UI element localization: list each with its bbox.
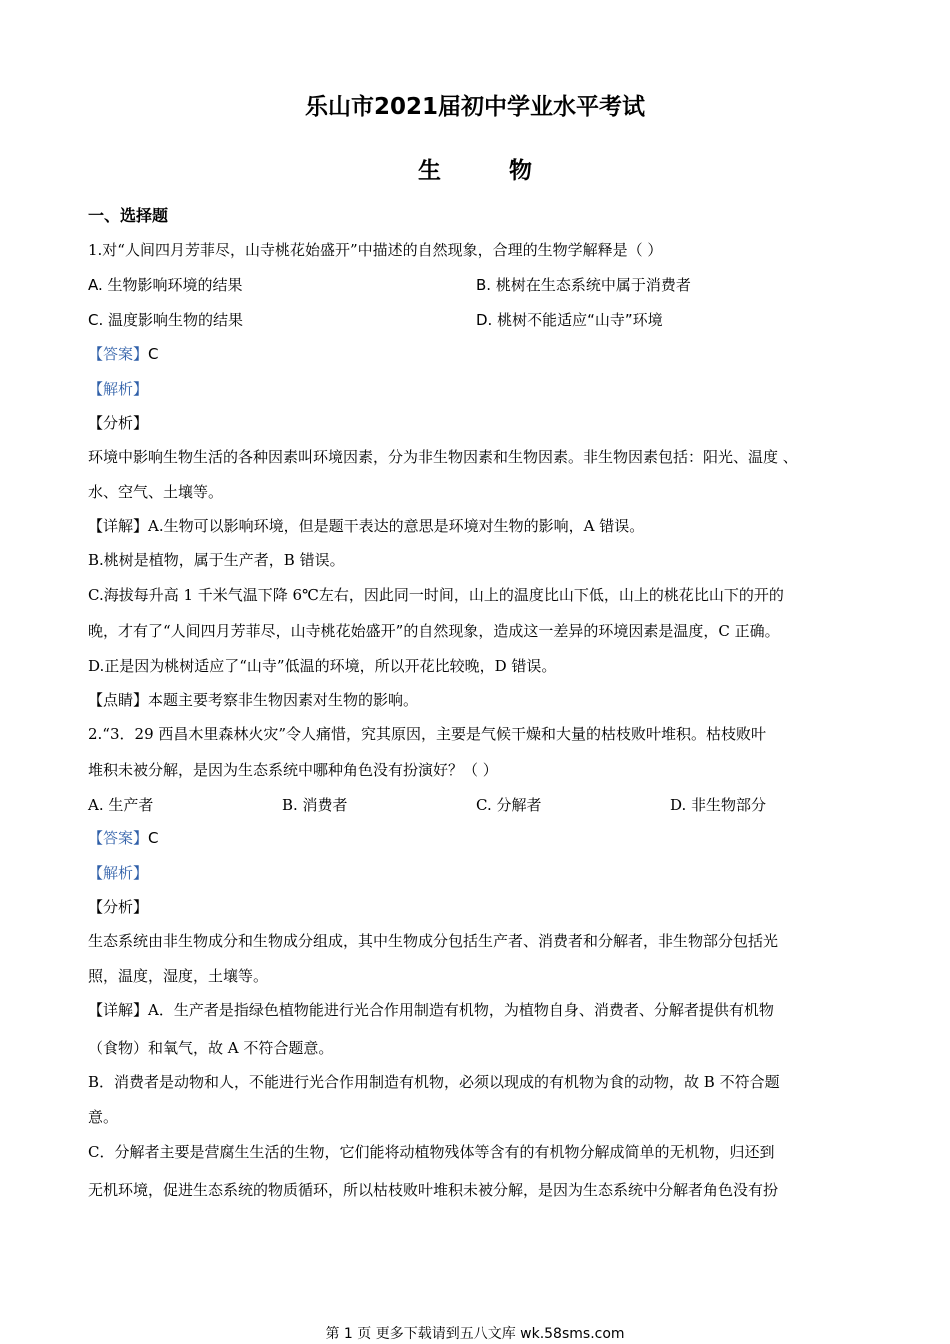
page-subtitle: 生 物 xyxy=(417,158,562,184)
q2-detail-6: 无机环境，促进生态系统的物质循环，所以枯枝败叶堆积未被分解，是因为生态系统中分解者角色没有扮 xyxy=(88,1181,779,1199)
q1-stem: 1.对“人间四月芳菲尽，山寺桃花始盛开”中描述的自然现象，合理的生物学解释是（ ） xyxy=(88,241,663,259)
q1-option-a: A. 生物影响环境的结果 xyxy=(88,276,243,294)
q2-stem-1: 2.“3．29 西昌木里森林火灾”令人痛惜，究其原因，主要是气候干燥和大量的枯枝败叶堆积。枯枝败叶 xyxy=(88,725,767,743)
q1-analysis-text-1: 环境中影响生物生活的各种因素叫环境因素，分为非生物因素和生物因素。非生物因素包括：阳光、温度 、 xyxy=(88,448,798,466)
answer-tag: 【答案】 xyxy=(88,345,149,363)
q1-detail-5: D.正是因为桃树适应了“山寺”低温的环境，所以开花比较晚，D 错误。 xyxy=(88,657,557,675)
q1-fenxi-tag: 【分析】 xyxy=(88,414,149,432)
q2-analysis-tag: 【解析】 xyxy=(88,864,149,882)
q1-detail-1: 【详解】A.生物可以影响环境，但是题干表达的意思是环境对生物的影响，A 错误。 xyxy=(88,517,645,535)
q2-option-a: A. 生产者 xyxy=(88,796,154,814)
q2-option-c: C. 分解者 xyxy=(476,796,542,814)
page-footer: 第 1 页 更多下载请到五八文库 wk.58sms.com xyxy=(325,1326,625,1342)
q1-option-c: C. 温度影响生物的结果 xyxy=(88,311,244,329)
q2-option-b: B. 消费者 xyxy=(282,796,348,814)
q1-detail-4: 晚，才有了“人间四月芳菲尽，山寺桃花始盛开”的自然现象，造成这一差异的环境因素是温度，C 正确。 xyxy=(88,622,780,640)
q2-detail-5: C．分解者主要是营腐生生活的生物，它们能将动植物残体等含有的有机物分解成简单的无机物，归还到 xyxy=(88,1143,775,1161)
q2-answer xyxy=(88,828,868,848)
q2-analysis-text-1: 生态系统由非生物成分和生物成分组成，其中生物成分包括生产者、消费者和分解者，非生物部分包括光 xyxy=(88,932,779,950)
q1-option-b: B. 桃树在生态系统中属于消费者 xyxy=(476,276,691,294)
q2-option-d: D. 非生物部分 xyxy=(670,796,767,814)
q1-detail-3: C.海拔每升高 1 千米气温下降 6℃左右，因此同一时间，山上的温度比山下低，山上的桃花比山下的开的 xyxy=(88,586,784,604)
q2-detail-2: （食物）和氧气，故 A 不符合题意。 xyxy=(88,1039,334,1057)
q1-dianjing: 【点睛】本题主要考察非生物因素对生物的影响。 xyxy=(88,691,419,709)
answer-value: C xyxy=(148,829,159,847)
page-title: 乐山市2021届初中学业水平考试 xyxy=(304,94,645,120)
q1-answer xyxy=(88,344,868,364)
q1-option-d: D. 桃树不能适应“山寺”环境 xyxy=(476,311,663,329)
q2-detail-4: 意。 xyxy=(88,1108,119,1126)
q1-detail-2: B.桃树是植物，属于生产者，B 错误。 xyxy=(88,551,345,569)
q1-analysis-text-2: 水、空气、土壤等。 xyxy=(88,483,224,501)
q2-fenxi-tag: 【分析】 xyxy=(88,898,149,916)
q2-detail-3: B．消费者是动物和人，不能进行光合作用制造有机物，必须以现成的有机物为食的动物，故 B 不符合题 xyxy=(88,1073,780,1091)
q1-analysis-tag: 【解析】 xyxy=(88,380,149,398)
q2-stem-2: 堆积未被分解，是因为生态系统中哪种角色没有扮演好？（ ） xyxy=(88,761,498,779)
answer-tag: 【答案】 xyxy=(88,829,149,847)
section-heading: 一、选择题 xyxy=(88,206,169,225)
q2-analysis-text-2: 照，温度，湿度，土壤等。 xyxy=(88,967,269,985)
answer-value: C xyxy=(148,345,159,363)
q2-detail-1: 【详解】A．生产者是指绿色植物能进行光合作用制造有机物，为植物自身、消费者、分解者提供有机物 xyxy=(88,1001,774,1019)
